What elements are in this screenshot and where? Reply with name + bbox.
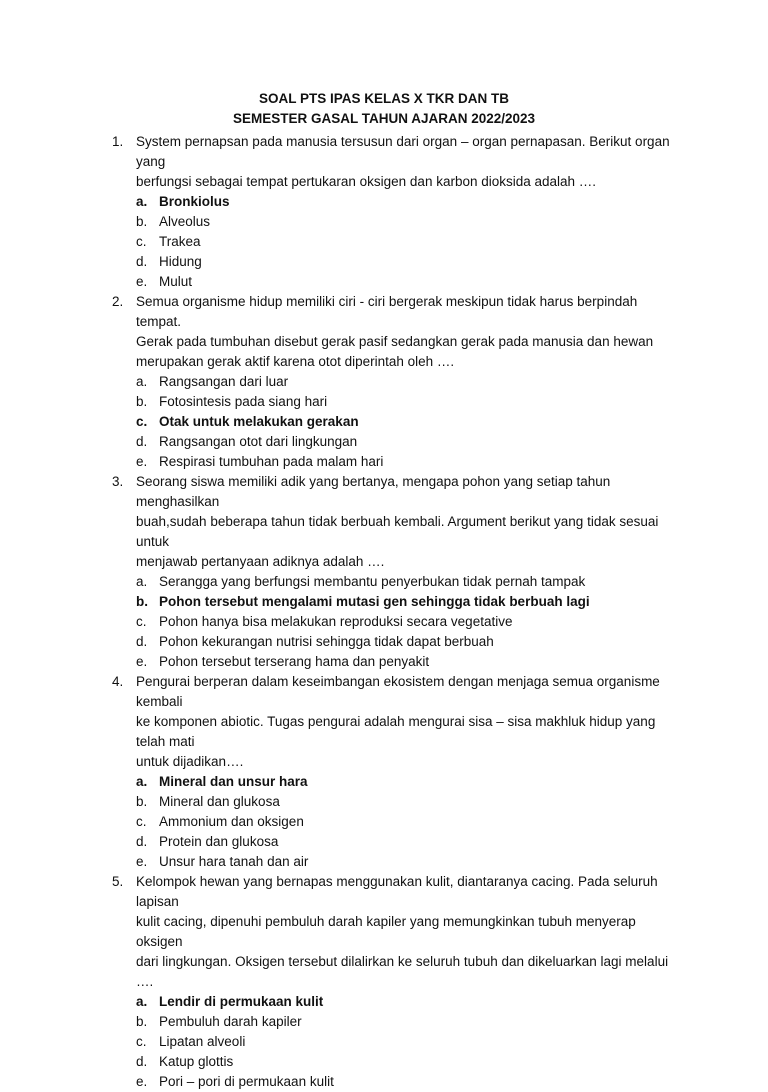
header-title: SOAL PTS IPAS KELAS X TKR DAN TB — [258, 91, 510, 106]
option-letter: a. — [136, 574, 148, 589]
option-list — [0, 992, 768, 1092]
answer-option — [0, 632, 768, 652]
question-item — [0, 872, 768, 1092]
answer-option — [0, 452, 768, 472]
option-text: Hidung — [159, 254, 202, 269]
option-text: Pohon tersebut terserang hama dan penyakit — [159, 654, 430, 669]
option-text: Katup glottis — [159, 1054, 234, 1069]
option-letter: c. — [136, 814, 147, 829]
option-list — [0, 192, 768, 292]
option-letter: c. — [136, 414, 148, 429]
option-letter: b. — [136, 594, 148, 609]
option-text: Lipatan alveoli — [159, 1034, 246, 1049]
question-line — [0, 872, 768, 912]
option-letter: d. — [136, 834, 148, 849]
option-text: Pohon tersebut mengalami mutasi gen sehingga tidak berbuah lagi — [159, 594, 590, 609]
answer-option — [0, 852, 768, 872]
option-text: Mineral dan glukosa — [159, 794, 280, 809]
answer-option-correct — [0, 592, 768, 612]
question-number: 5. — [112, 874, 124, 889]
option-list — [0, 572, 768, 672]
option-letter: e. — [136, 654, 148, 669]
option-letter: a. — [136, 774, 148, 789]
option-letter: c. — [136, 1034, 147, 1049]
question-text: Kelompok hewan yang bernapas menggunakan kulit, diantaranya cacing. Pada seluruh lapisan — [136, 874, 658, 909]
question-line — [0, 332, 768, 352]
option-letter: b. — [136, 794, 148, 809]
option-text: Rangsangan otot dari lingkungan — [159, 434, 358, 449]
header-subtitle: SEMESTER GASAL TAHUN AJARAN 2022/2023 — [232, 111, 536, 126]
option-letter: e. — [136, 274, 148, 289]
answer-option — [0, 572, 768, 592]
answer-option — [0, 212, 768, 232]
option-letter: a. — [136, 994, 148, 1009]
option-text: Respirasi tumbuhan pada malam hari — [159, 454, 384, 469]
option-letter: e. — [136, 454, 148, 469]
option-text: Unsur hara tanah dan air — [159, 854, 309, 869]
answer-option — [0, 1072, 768, 1092]
question-line — [0, 292, 768, 332]
question-line — [0, 912, 768, 952]
answer-option — [0, 832, 768, 852]
option-letter: d. — [136, 634, 148, 649]
question-line — [0, 472, 768, 512]
option-text: Pori – pori di permukaan kulit — [159, 1074, 334, 1089]
answer-option-correct — [0, 192, 768, 212]
option-text: Pohon kekurangan nutrisi sehingga tidak dapat berbuah — [159, 634, 494, 649]
option-text: Mulut — [159, 274, 193, 289]
answer-option-correct — [0, 772, 768, 792]
option-text: Lendir di permukaan kulit — [159, 994, 324, 1009]
answer-option — [0, 392, 768, 412]
question-line — [0, 752, 768, 772]
question-line — [0, 172, 768, 192]
option-text: Alveolus — [159, 214, 211, 229]
question-number: 2. — [112, 294, 124, 309]
option-letter: e. — [136, 1074, 148, 1089]
answer-option — [0, 432, 768, 452]
question-item — [0, 292, 768, 472]
question-text: System pernapsan pada manusia tersusun dari organ – organ pernapasan. Berikut organ yang — [136, 134, 670, 169]
option-letter: d. — [136, 1054, 148, 1069]
answer-option — [0, 372, 768, 392]
question-number: 4. — [112, 674, 124, 689]
answer-option — [0, 232, 768, 252]
option-text: Pohon hanya bisa melakukan reproduksi secara vegetative — [159, 614, 513, 629]
option-text: Protein dan glukosa — [159, 834, 279, 849]
option-letter: d. — [136, 434, 148, 449]
question-text: untuk dijadikan…. — [136, 754, 244, 769]
question-number: 1. — [112, 134, 124, 149]
question-text: Pengurai berperan dalam keseimbangan ekosistem dengan menjaga semua organisme kembali — [136, 674, 660, 709]
answer-option-correct — [0, 412, 768, 432]
option-text: Pembuluh darah kapiler — [159, 1014, 302, 1029]
question-text: merupakan gerak aktif karena otot diperintah oleh …. — [136, 354, 455, 369]
question-text: Seorang siswa memiliki adik yang bertanya, mengapa pohon yang setiap tahun menghasilkan — [136, 474, 611, 509]
answer-option — [0, 252, 768, 272]
question-line — [0, 132, 768, 172]
question-text: Gerak pada tumbuhan disebut gerak pasif sedangkan gerak pada manusia dan hewan — [136, 334, 654, 349]
answer-option — [0, 1032, 768, 1052]
option-list — [0, 772, 768, 872]
option-letter: e. — [136, 854, 148, 869]
question-item — [0, 472, 768, 672]
option-letter: b. — [136, 394, 148, 409]
question-text: Semua organisme hidup memiliki ciri - ciri bergerak meskipun tidak harus berpindah tempat. — [136, 294, 638, 329]
answer-option-correct — [0, 992, 768, 1012]
question-line — [0, 712, 768, 752]
answer-option — [0, 272, 768, 292]
question-text: dari lingkungan. Oksigen tersebut dilalirkan ke seluruh tubuh dan dikeluarkan lagi melalui …. — [136, 954, 669, 989]
option-text: Ammonium dan oksigen — [159, 814, 304, 829]
question-line — [0, 512, 768, 552]
option-letter: d. — [136, 254, 148, 269]
question-text: ke komponen abiotic. Tugas pengurai adalah mengurai sisa – sisa makhluk hidup yang telah mati — [136, 714, 656, 749]
answer-option — [0, 1012, 768, 1032]
question-line — [0, 952, 768, 992]
option-text: Bronkiolus — [159, 194, 230, 209]
option-letter: b. — [136, 1014, 148, 1029]
question-item — [0, 672, 768, 872]
question-line — [0, 552, 768, 572]
option-text: Serangga yang berfungsi membantu penyerbukan tidak pernah tampak — [159, 574, 586, 589]
document-header — [0, 89, 768, 129]
question-text: kulit cacing, dipenuhi pembuluh darah kapiler yang memungkinkan tubuh menyerap oksigen — [136, 914, 636, 949]
question-number: 3. — [112, 474, 124, 489]
question-text: menjawab pertanyaan adiknya adalah …. — [136, 554, 385, 569]
option-text: Rangsangan dari luar — [159, 374, 289, 389]
question-text: buah,sudah beberapa tahun tidak berbuah kembali. Argument berikut yang tidak sesuai untuk — [136, 514, 659, 549]
option-text: Mineral dan unsur hara — [159, 774, 308, 789]
answer-option — [0, 792, 768, 812]
question-line — [0, 352, 768, 372]
question-list — [0, 132, 768, 1092]
option-text: Otak untuk melakukan gerakan — [159, 414, 359, 429]
option-letter: b. — [136, 214, 148, 229]
option-list — [0, 372, 768, 472]
option-letter: a. — [136, 374, 148, 389]
answer-option — [0, 1052, 768, 1072]
question-text: berfungsi sebagai tempat pertukaran oksigen dan karbon dioksida adalah …. — [136, 174, 597, 189]
question-line — [0, 672, 768, 712]
answer-option — [0, 612, 768, 632]
option-letter: a. — [136, 194, 148, 209]
answer-option — [0, 812, 768, 832]
answer-option — [0, 652, 768, 672]
option-text: Trakea — [159, 234, 201, 249]
question-item — [0, 132, 768, 292]
option-text: Fotosintesis pada siang hari — [159, 394, 328, 409]
option-letter: c. — [136, 234, 147, 249]
option-letter: c. — [136, 614, 147, 629]
